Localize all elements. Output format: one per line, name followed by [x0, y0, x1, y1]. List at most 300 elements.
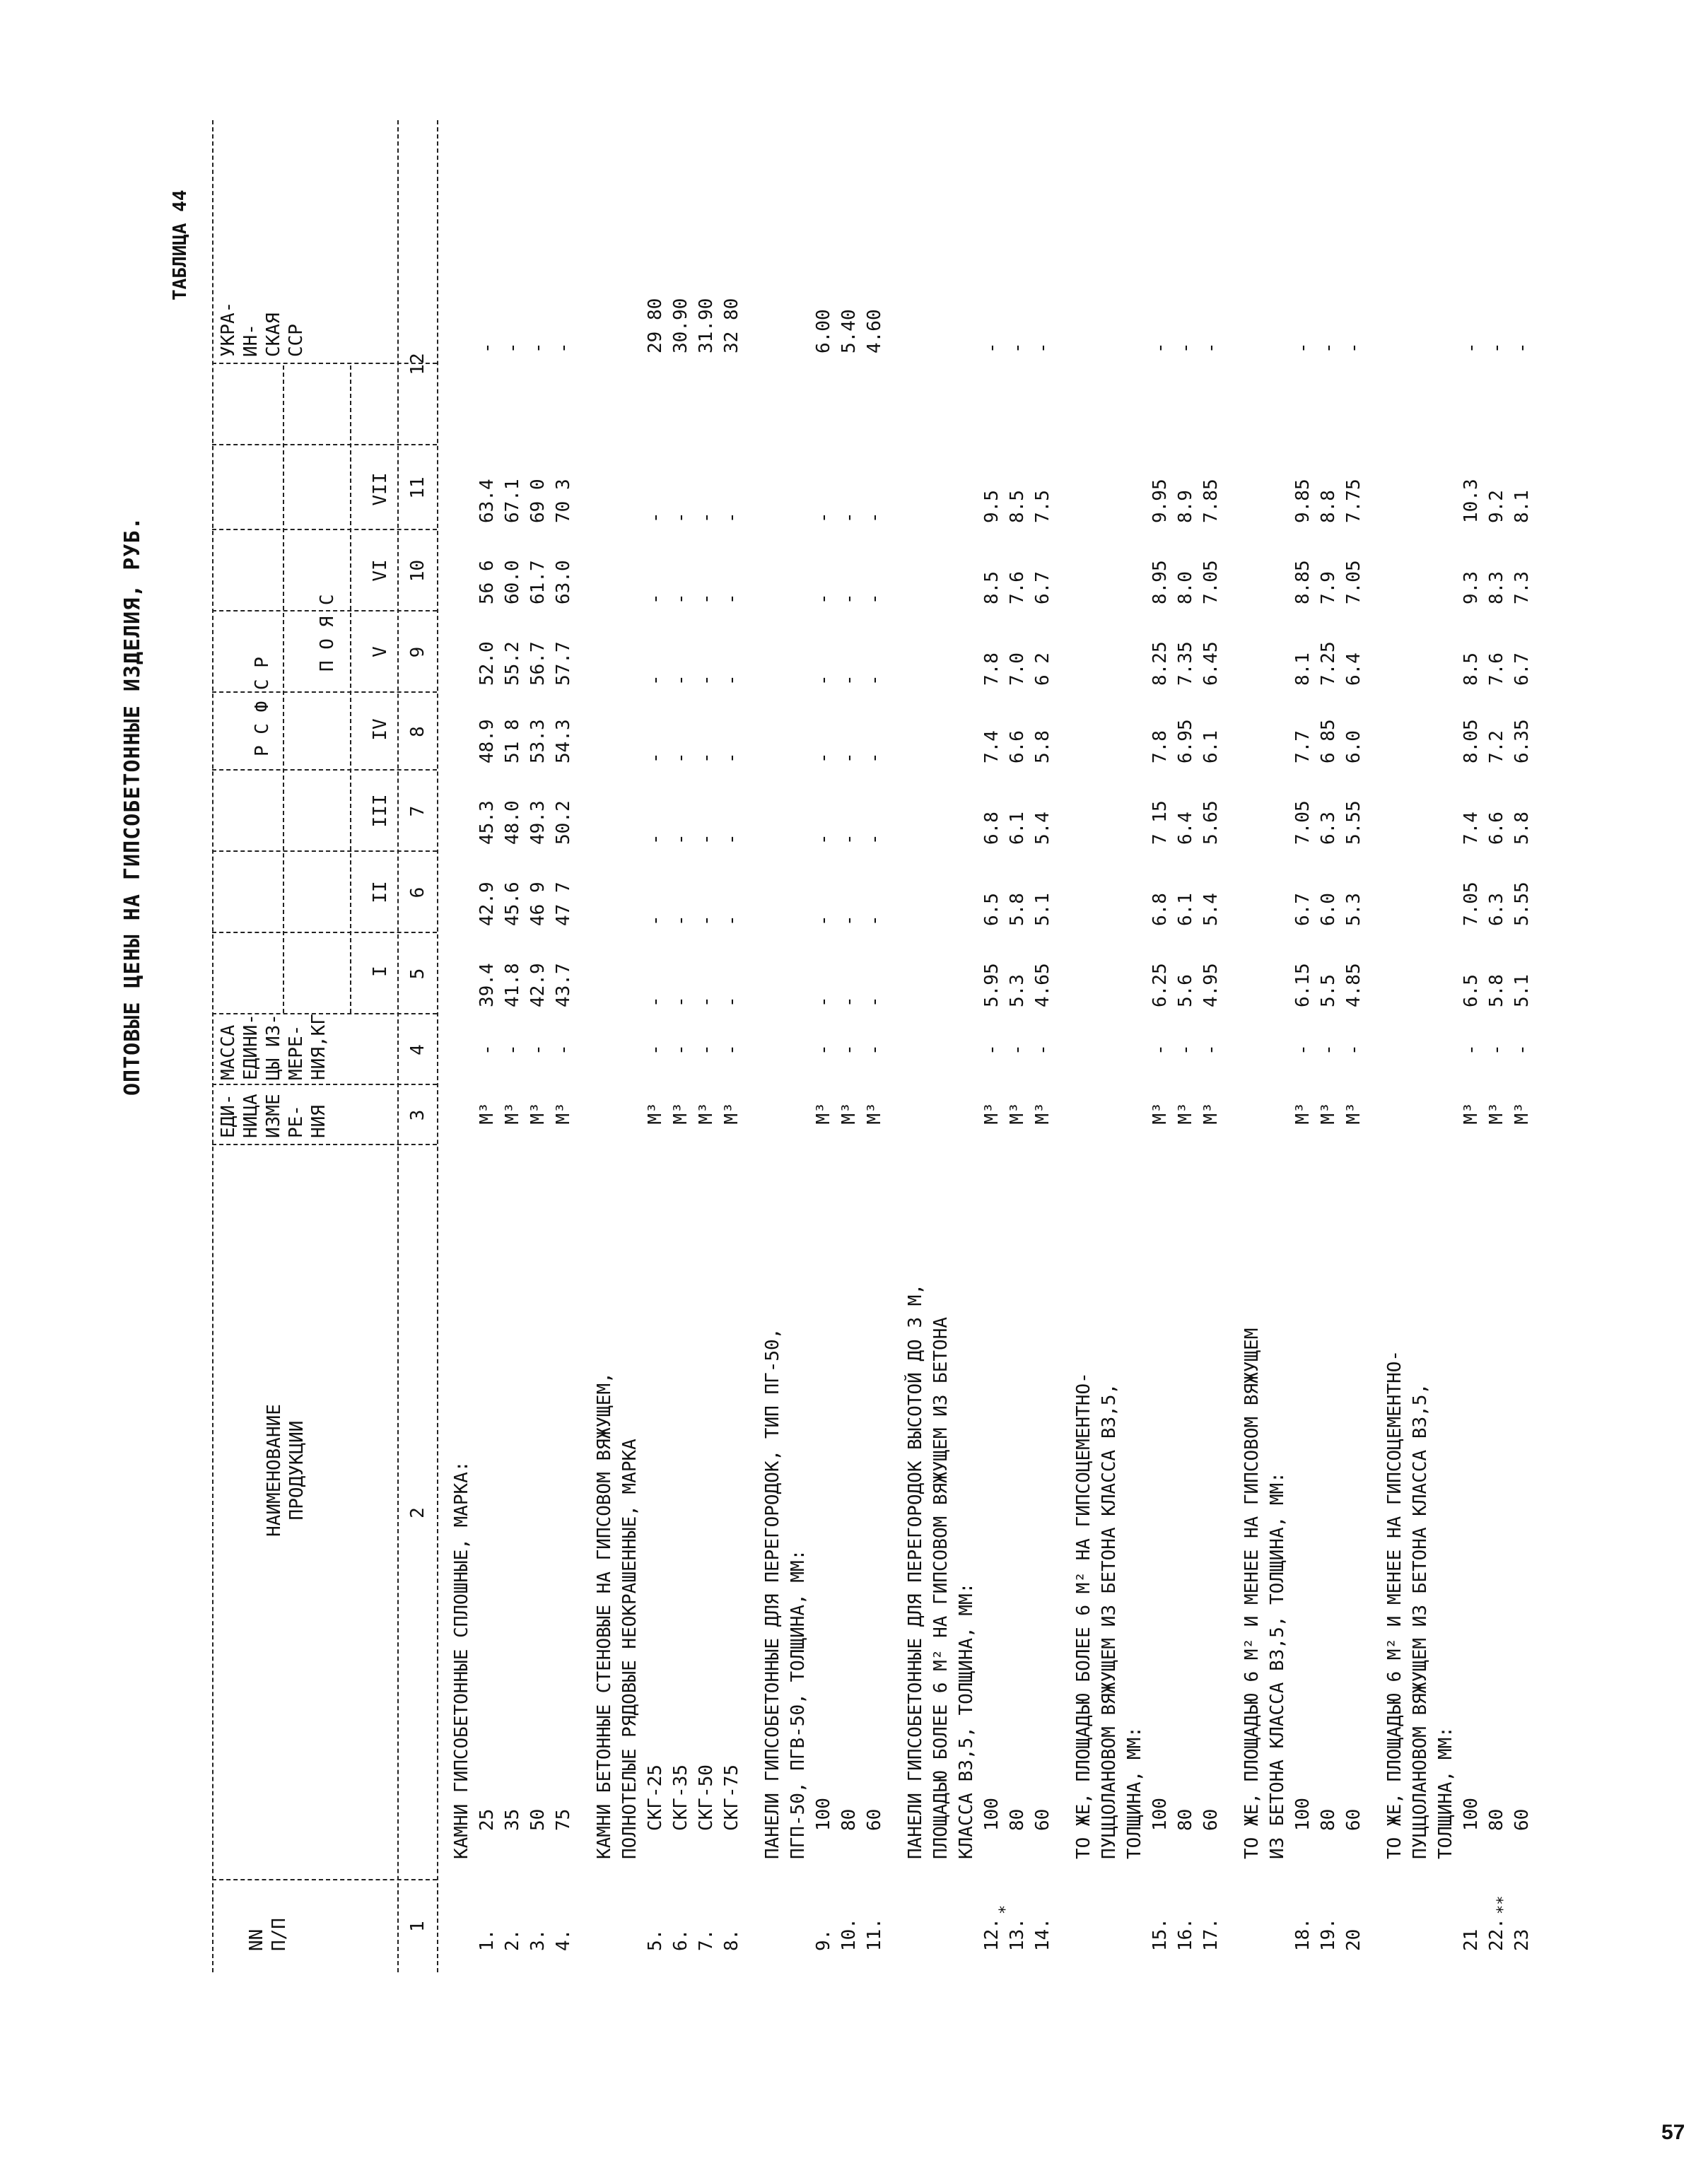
row-number: 7. — [696, 1928, 717, 1951]
row-number: 8. — [721, 1928, 742, 1951]
row-price-zone-1: 6.15 — [1292, 963, 1314, 1007]
row-price-zone-4: 7.4 — [981, 730, 1002, 763]
row-number: 14. — [1032, 1918, 1053, 1951]
row-unit: М³ — [670, 1102, 691, 1125]
row-price-zone-3: 50.2 — [553, 800, 574, 845]
row-price-zone-4: - — [838, 752, 860, 763]
row-price-zone-1: 4.85 — [1343, 963, 1364, 1007]
row-price-zone-5: 57.7 — [553, 641, 574, 686]
group-heading: ТО ЖЕ, ПЛОЩАДЬЮ БОЛЕЕ 6 М² НА ГИПСОЦЕМЕНТНО- — [1073, 1372, 1094, 1859]
row-price-zone-4: - — [721, 752, 742, 763]
row-price-zone-7: - — [864, 512, 885, 523]
row-price-zone-1: 5.3 — [1007, 974, 1028, 1007]
row-price-ukr: 6.00 — [813, 309, 834, 353]
row-price-zone-2: 6.1 — [1175, 893, 1196, 926]
row-name: СКГ-25 — [645, 1764, 666, 1831]
row-price-zone-1: 4.95 — [1200, 963, 1222, 1007]
row-price-zone-2: 47 7 — [553, 882, 574, 926]
row-number: 20 — [1343, 1928, 1364, 1951]
row-price-zone-4: - — [645, 752, 666, 763]
row-unit: М³ — [476, 1102, 498, 1125]
column-number: 12 — [407, 353, 428, 375]
row-unit: М³ — [1461, 1102, 1482, 1125]
row-number: 3. — [527, 1928, 549, 1951]
row-price-zone-7: 9.5 — [981, 490, 1002, 523]
row-price-zone-6: 8.3 — [1486, 571, 1507, 604]
group-heading: ИЗ БЕТОНА КЛАССА В3,5, ТОЛЩИНА, ММ: — [1267, 1472, 1288, 1859]
row-price-zone-1: - — [864, 996, 885, 1007]
row-price-zone-1: - — [696, 996, 717, 1007]
row-unit: М³ — [1032, 1102, 1053, 1125]
row-price-zone-5: 8.1 — [1292, 652, 1314, 686]
column-number: 6 — [407, 886, 428, 898]
row-unit: М³ — [838, 1102, 860, 1125]
page-number: 57 — [1661, 2121, 1685, 2144]
column-separator — [212, 769, 437, 771]
row-price-zone-4: 5.8 — [1032, 730, 1053, 763]
row-price-zone-3: - — [696, 833, 717, 845]
row-price-ukr: 4.60 — [864, 309, 885, 353]
row-mass: - — [670, 1044, 691, 1055]
row-name: 75 — [553, 1808, 574, 1831]
row-price-zone-4: - — [696, 752, 717, 763]
column-separator — [212, 1144, 437, 1145]
row-name: 100 — [1292, 1798, 1314, 1831]
row-name: 80 — [1175, 1808, 1196, 1831]
row-price-zone-7: - — [670, 512, 691, 523]
row-price-zone-5: 6.7 — [1511, 652, 1533, 686]
header-mass: ЕДИНИ- — [240, 1014, 262, 1080]
row-price-zone-6: 60.0 — [502, 560, 523, 604]
row-price-zone-2: 6.5 — [981, 893, 1002, 926]
group-heading: ТОЛЩИНА, ММ: — [1435, 1726, 1456, 1859]
row-price-ukr: - — [1200, 342, 1222, 353]
row-price-zone-5: 6.45 — [1200, 641, 1222, 686]
row-name: 60 — [1200, 1808, 1222, 1831]
row-price-zone-5: 8.25 — [1150, 641, 1171, 686]
row-mass: - — [1150, 1044, 1171, 1055]
row-price-zone-3: 6.4 — [1175, 812, 1196, 845]
row-number: 13. — [1007, 1918, 1028, 1951]
footnote-mark: ** — [1494, 1895, 1512, 1914]
row-price-zone-7: 7.85 — [1200, 479, 1222, 523]
row-name: 100 — [1150, 1798, 1171, 1831]
row-price-zone-7: 8.8 — [1318, 490, 1339, 523]
row-price-zone-6: 7.6 — [1007, 571, 1028, 604]
header-unit: НИЯ — [308, 1105, 329, 1138]
row-price-zone-5: - — [813, 674, 834, 686]
row-mass: - — [1343, 1044, 1364, 1055]
row-price-zone-4: 6.1 — [1200, 730, 1222, 763]
row-price-zone-5: 6.4 — [1343, 652, 1364, 686]
row-mass: - — [502, 1044, 523, 1055]
row-unit: М³ — [1292, 1102, 1314, 1125]
row-mass: - — [1486, 1044, 1507, 1055]
row-price-zone-1: 5.5 — [1318, 974, 1339, 1007]
row-price-zone-4: 8.05 — [1461, 719, 1482, 763]
row-price-zone-3: 7 15 — [1150, 800, 1171, 845]
row-price-ukr: - — [981, 342, 1002, 353]
row-price-zone-2: 6.0 — [1318, 893, 1339, 926]
row-number: 1. — [476, 1928, 498, 1951]
row-number: 18. — [1292, 1918, 1314, 1951]
row-price-zone-7: 69 0 — [527, 479, 549, 523]
row-price-zone-6: 63.0 — [553, 560, 574, 604]
row-mass: - — [1007, 1044, 1028, 1055]
row-price-zone-2: 6.3 — [1486, 893, 1507, 926]
header-unit: РЕ- — [286, 1105, 307, 1138]
row-name: 80 — [1486, 1808, 1507, 1831]
row-price-zone-4: 6 85 — [1318, 719, 1339, 763]
row-price-zone-1: 5.6 — [1175, 974, 1196, 1007]
row-price-ukr: 5.40 — [838, 309, 860, 353]
row-price-zone-6: 61.7 — [527, 560, 549, 604]
row-price-zone-7: 8.5 — [1007, 490, 1028, 523]
row-price-ukr: 32 80 — [721, 298, 742, 353]
row-name: 80 — [1318, 1808, 1339, 1831]
row-price-zone-3: 48.0 — [502, 800, 523, 845]
header-bottom-rule — [397, 120, 399, 1972]
row-price-zone-7: - — [721, 512, 742, 523]
row-price-zone-7: 67.1 — [502, 479, 523, 523]
row-price-zone-3: 6.6 — [1486, 812, 1507, 845]
column-separator — [212, 1879, 437, 1880]
header-ukr: СКАЯ — [263, 312, 284, 357]
belts-rule — [350, 365, 351, 1013]
row-price-zone-3: 5.8 — [1511, 812, 1533, 845]
row-name: 35 — [502, 1808, 523, 1831]
row-name: 60 — [1343, 1808, 1364, 1831]
row-price-zone-1: 4.65 — [1032, 963, 1053, 1007]
group-heading: ПУЦЦОЛАНОВОМ ВЯЖУЩЕМ ИЗ БЕТОНА КЛАССА В3,5, — [1099, 1383, 1120, 1859]
row-price-zone-5: 7.0 — [1007, 652, 1028, 686]
group-heading: КЛАССА В3,5, ТОЛЩИНА, ММ: — [956, 1582, 977, 1859]
row-price-zone-3: 6.8 — [981, 812, 1002, 845]
row-price-zone-2: - — [696, 915, 717, 926]
row-price-zone-2: 7.05 — [1461, 882, 1482, 926]
row-unit: М³ — [1343, 1102, 1364, 1125]
row-price-zone-6: 7.3 — [1511, 571, 1533, 604]
page-title: ОПТОВЫЕ ЦЕНЫ НА ГИПСОБЕТОННЫЕ ИЗДЕЛИЯ, РУБ. — [120, 516, 145, 1096]
column-number: 4 — [407, 1044, 428, 1055]
header-mass: МЕРЕ- — [286, 1024, 307, 1080]
row-number: 9. — [813, 1928, 834, 1951]
row-price-zone-3: 5.4 — [1032, 812, 1053, 845]
row-price-zone-4: 7.7 — [1292, 730, 1314, 763]
header-rsfsr: Р С Ф С Р — [252, 657, 273, 756]
row-price-zone-7: - — [838, 512, 860, 523]
column-number: 1 — [407, 1921, 428, 1932]
row-number: 5. — [645, 1928, 666, 1951]
row-price-zone-5: - — [864, 674, 885, 686]
row-price-zone-3: 45.3 — [476, 800, 498, 845]
row-price-zone-6: - — [721, 593, 742, 604]
row-price-zone-2: - — [670, 915, 691, 926]
row-mass: - — [1461, 1044, 1482, 1055]
row-number: 2. — [502, 1928, 523, 1951]
row-price-ukr: - — [553, 342, 574, 353]
colnum-bottom-rule — [437, 120, 438, 1972]
row-price-zone-5: 56.7 — [527, 641, 549, 686]
row-price-zone-6: 7.9 — [1318, 571, 1339, 604]
row-price-ukr: - — [1318, 342, 1339, 353]
row-price-zone-6: 8.95 — [1150, 560, 1171, 604]
header-zone-7: VII — [370, 472, 391, 506]
header-name: ПРОДУКЦИИ — [286, 1420, 308, 1521]
row-number: 6. — [670, 1928, 691, 1951]
row-number: 19. — [1318, 1918, 1339, 1951]
header-zone-2: II — [370, 881, 391, 903]
row-price-zone-2: 5.55 — [1511, 882, 1533, 926]
row-price-zone-6: - — [670, 593, 691, 604]
row-price-zone-1: - — [721, 996, 742, 1007]
row-price-zone-2: - — [645, 915, 666, 926]
header-zone-3: III — [370, 794, 391, 828]
row-unit: М³ — [1150, 1102, 1171, 1125]
rotated-table-page — [106, 71, 1591, 1979]
row-unit: М³ — [1486, 1102, 1507, 1125]
column-separator — [212, 932, 437, 933]
row-price-ukr: 30.90 — [670, 298, 691, 353]
row-unit: М³ — [1175, 1102, 1196, 1125]
group-heading: ПУЦЦОЛАНОВОМ ВЯЖУЩЕМ ИЗ БЕТОНА КЛАССА В3,5, — [1410, 1383, 1431, 1859]
row-price-zone-2: 5.4 — [1200, 893, 1222, 926]
row-price-zone-6: 9.3 — [1461, 571, 1482, 604]
group-heading: ПОЛНОТЕЛЫЕ РЯДОВЫЕ НЕОКРАШЕННЫЕ, МАРКА — [619, 1439, 640, 1859]
row-mass: - — [476, 1044, 498, 1055]
row-number: 17. — [1200, 1918, 1222, 1951]
header-unit: ЕДИ- — [218, 1094, 239, 1138]
row-price-zone-2: 5.8 — [1007, 893, 1028, 926]
column-separator — [212, 529, 437, 530]
row-mass: - — [1032, 1044, 1053, 1055]
row-price-zone-6: 8.0 — [1175, 571, 1196, 604]
row-number: 12. — [981, 1918, 1002, 1951]
row-price-ukr: - — [1175, 342, 1196, 353]
row-price-zone-6: 56 6 — [476, 560, 498, 604]
row-price-ukr: - — [1461, 342, 1482, 353]
row-price-zone-1: 39.4 — [476, 963, 498, 1007]
row-price-zone-5: 52.0 — [476, 641, 498, 686]
row-name: 60 — [864, 1808, 885, 1831]
header-zone-1: I — [370, 966, 391, 977]
row-name: 100 — [1461, 1798, 1482, 1831]
row-price-zone-6: 6.7 — [1032, 571, 1053, 604]
row-price-zone-7: 9.2 — [1486, 490, 1507, 523]
row-mass: - — [813, 1044, 834, 1055]
row-name: 60 — [1511, 1808, 1533, 1831]
row-price-zone-3: 7.05 — [1292, 800, 1314, 845]
row-unit: М³ — [864, 1102, 885, 1125]
footnote-mark: * — [997, 1904, 1014, 1914]
row-price-zone-6: - — [813, 593, 834, 604]
row-price-zone-5: - — [670, 674, 691, 686]
row-price-zone-4: 6.95 — [1175, 719, 1196, 763]
row-price-zone-7: 7.5 — [1032, 490, 1053, 523]
group-heading: КАМНИ БЕТОННЫЕ СТЕНОВЫЕ НА ГИПСОВОМ ВЯЖУЩЕМ, — [594, 1372, 615, 1859]
row-mass: - — [721, 1044, 742, 1055]
row-price-zone-1: 6.5 — [1461, 974, 1482, 1007]
header-ukr: ССР — [286, 324, 307, 357]
row-price-zone-1: - — [838, 996, 860, 1007]
group-heading: КАМНИ ГИПСОБЕТОННЫЕ СПЛОШНЫЕ, МАРКА: — [451, 1460, 472, 1859]
header-nn: П/П — [269, 1918, 290, 1951]
row-mass: - — [838, 1044, 860, 1055]
row-price-zone-5: 7.8 — [981, 652, 1002, 686]
row-unit: М³ — [981, 1102, 1002, 1125]
row-price-zone-1: - — [670, 996, 691, 1007]
column-number: 11 — [407, 476, 428, 499]
row-price-zone-6: 8.5 — [981, 571, 1002, 604]
row-price-zone-7: 9.95 — [1150, 479, 1171, 523]
row-unit: М³ — [502, 1102, 523, 1125]
table-number: ТАБЛИЦА 44 — [170, 189, 191, 300]
group-heading: ТО ЖЕ, ПЛОЩАДЬЮ 6 М² И МЕНЕЕ НА ГИПСОЦЕМЕНТНО- — [1384, 1350, 1405, 1859]
row-price-zone-1: 43.7 — [553, 963, 574, 1007]
row-unit: М³ — [696, 1102, 717, 1125]
row-price-zone-5: 7.6 — [1486, 652, 1507, 686]
header-nn: NN — [246, 1928, 267, 1951]
row-price-zone-2: 42.9 — [476, 882, 498, 926]
row-price-zone-7: 8.1 — [1511, 490, 1533, 523]
row-mass: - — [1175, 1044, 1196, 1055]
header-ukr: УКРА- — [218, 301, 239, 357]
column-number: 7 — [407, 805, 428, 817]
row-price-zone-4: - — [864, 752, 885, 763]
row-price-zone-7: - — [696, 512, 717, 523]
row-price-zone-5: 7.25 — [1318, 641, 1339, 686]
row-price-ukr: - — [476, 342, 498, 353]
header-zone-5: V — [370, 646, 391, 657]
row-price-zone-1: 5.95 — [981, 963, 1002, 1007]
row-price-zone-2: - — [721, 915, 742, 926]
column-number: 3 — [407, 1109, 428, 1121]
row-name: 50 — [527, 1808, 549, 1831]
group-heading: ПГП-50, ПГВ-50, ТОЛЩИНА, ММ: — [788, 1549, 809, 1859]
row-price-zone-6: - — [696, 593, 717, 604]
row-price-ukr: 29 80 — [645, 298, 666, 353]
row-mass: - — [527, 1044, 549, 1055]
header-belts: П О Я С — [317, 594, 338, 672]
column-number: 2 — [407, 1507, 428, 1518]
row-name: 80 — [1007, 1808, 1028, 1831]
row-price-zone-7: 8.9 — [1175, 490, 1196, 523]
row-price-zone-2: 5.1 — [1032, 893, 1053, 926]
header-zone-4: IV — [370, 718, 391, 741]
row-price-zone-5: - — [721, 674, 742, 686]
row-price-zone-4: 54.3 — [553, 719, 574, 763]
group-heading: ТОЛЩИНА, ММ: — [1124, 1726, 1145, 1859]
row-price-zone-3: 6.3 — [1318, 812, 1339, 845]
row-price-ukr: 31.90 — [696, 298, 717, 353]
row-price-zone-5: 7.35 — [1175, 641, 1196, 686]
row-number: 15. — [1150, 1918, 1171, 1951]
row-price-zone-3: - — [864, 833, 885, 845]
row-mass: - — [553, 1044, 574, 1055]
row-number: 23 — [1511, 1928, 1533, 1951]
column-number: 9 — [407, 646, 428, 658]
header-top-rule — [212, 120, 214, 1972]
row-price-zone-3: 5.65 — [1200, 800, 1222, 845]
header-mass: НИЯ,КГ — [308, 1014, 329, 1080]
row-price-zone-4: - — [670, 752, 691, 763]
row-name: 25 — [476, 1808, 498, 1831]
row-price-zone-2: 5.3 — [1343, 893, 1364, 926]
row-price-zone-4: 6.0 — [1343, 730, 1364, 763]
row-price-zone-6: - — [864, 593, 885, 604]
row-unit: М³ — [1318, 1102, 1339, 1125]
row-price-zone-3: 7.4 — [1461, 812, 1482, 845]
row-price-ukr: - — [1150, 342, 1171, 353]
row-price-zone-7: - — [645, 512, 666, 523]
row-price-zone-2: 6.8 — [1150, 893, 1171, 926]
row-price-zone-1: 5.1 — [1511, 974, 1533, 1007]
row-unit: М³ — [553, 1102, 574, 1125]
row-number: 10. — [838, 1918, 860, 1951]
row-price-zone-5: - — [645, 674, 666, 686]
row-price-zone-5: - — [696, 674, 717, 686]
row-price-ukr: - — [502, 342, 523, 353]
row-price-ukr: - — [1486, 342, 1507, 353]
row-price-zone-7: 9.85 — [1292, 479, 1314, 523]
row-number: 4. — [553, 1928, 574, 1951]
row-price-ukr: - — [1292, 342, 1314, 353]
row-price-zone-3: 5.55 — [1343, 800, 1364, 845]
row-price-zone-1: - — [813, 996, 834, 1007]
group-heading: ПЛОЩАДЬЮ БОЛЕЕ 6 М² НА ГИПСОВОМ ВЯЖУЩЕМ ИЗ БЕТОНА — [930, 1316, 952, 1859]
row-number: 21 — [1461, 1928, 1482, 1951]
row-unit: М³ — [527, 1102, 549, 1125]
row-mass: - — [981, 1044, 1002, 1055]
row-price-ukr: - — [1032, 342, 1053, 353]
column-separator — [212, 850, 437, 852]
row-price-zone-6: 7.05 — [1200, 560, 1222, 604]
row-price-ukr: - — [1511, 342, 1533, 353]
row-name: СКГ-50 — [696, 1764, 717, 1831]
column-separator — [212, 691, 437, 693]
row-name: 100 — [981, 1798, 1002, 1831]
group-heading: ТО ЖЕ, ПЛОЩАДЬЮ 6 М² И МЕНЕЕ НА ГИПСОВОМ ВЯЖУЩЕМ — [1241, 1328, 1263, 1859]
row-price-zone-4: - — [813, 752, 834, 763]
row-mass: - — [1318, 1044, 1339, 1055]
row-price-zone-3: - — [670, 833, 691, 845]
row-price-zone-1: 41.8 — [502, 963, 523, 1007]
header-ukr: ИН- — [240, 324, 262, 357]
row-number: 22. — [1486, 1918, 1507, 1951]
row-price-zone-2: - — [864, 915, 885, 926]
column-number: 8 — [407, 726, 428, 737]
row-price-zone-5: 8.5 — [1461, 652, 1482, 686]
row-price-zone-3: 6.1 — [1007, 812, 1028, 845]
row-unit: М³ — [1511, 1102, 1533, 1125]
row-price-zone-2: - — [838, 915, 860, 926]
row-price-zone-7: - — [813, 512, 834, 523]
row-price-zone-5: 6 2 — [1032, 652, 1053, 686]
header-mass: ЦЫ ИЗ- — [263, 1014, 284, 1080]
row-price-zone-3: - — [813, 833, 834, 845]
rsfsr-rule — [283, 365, 284, 1013]
group-heading: ПАНЕЛИ ГИПСОБЕТОННЫЕ ДЛЯ ПЕРЕГОРОДОК ВЫСОТОЙ ДО 3 М, — [905, 1284, 926, 1859]
header-unit: ИЗМЕ — [263, 1094, 284, 1138]
row-name: СКГ-75 — [721, 1764, 742, 1831]
row-price-zone-1: 42.9 — [527, 963, 549, 1007]
row-price-zone-2: 45.6 — [502, 882, 523, 926]
row-price-ukr: - — [1007, 342, 1028, 353]
row-price-zone-1: - — [645, 996, 666, 1007]
row-price-zone-7: 7.75 — [1343, 479, 1364, 523]
row-price-zone-6: - — [838, 593, 860, 604]
row-name: СКГ-35 — [670, 1764, 691, 1831]
